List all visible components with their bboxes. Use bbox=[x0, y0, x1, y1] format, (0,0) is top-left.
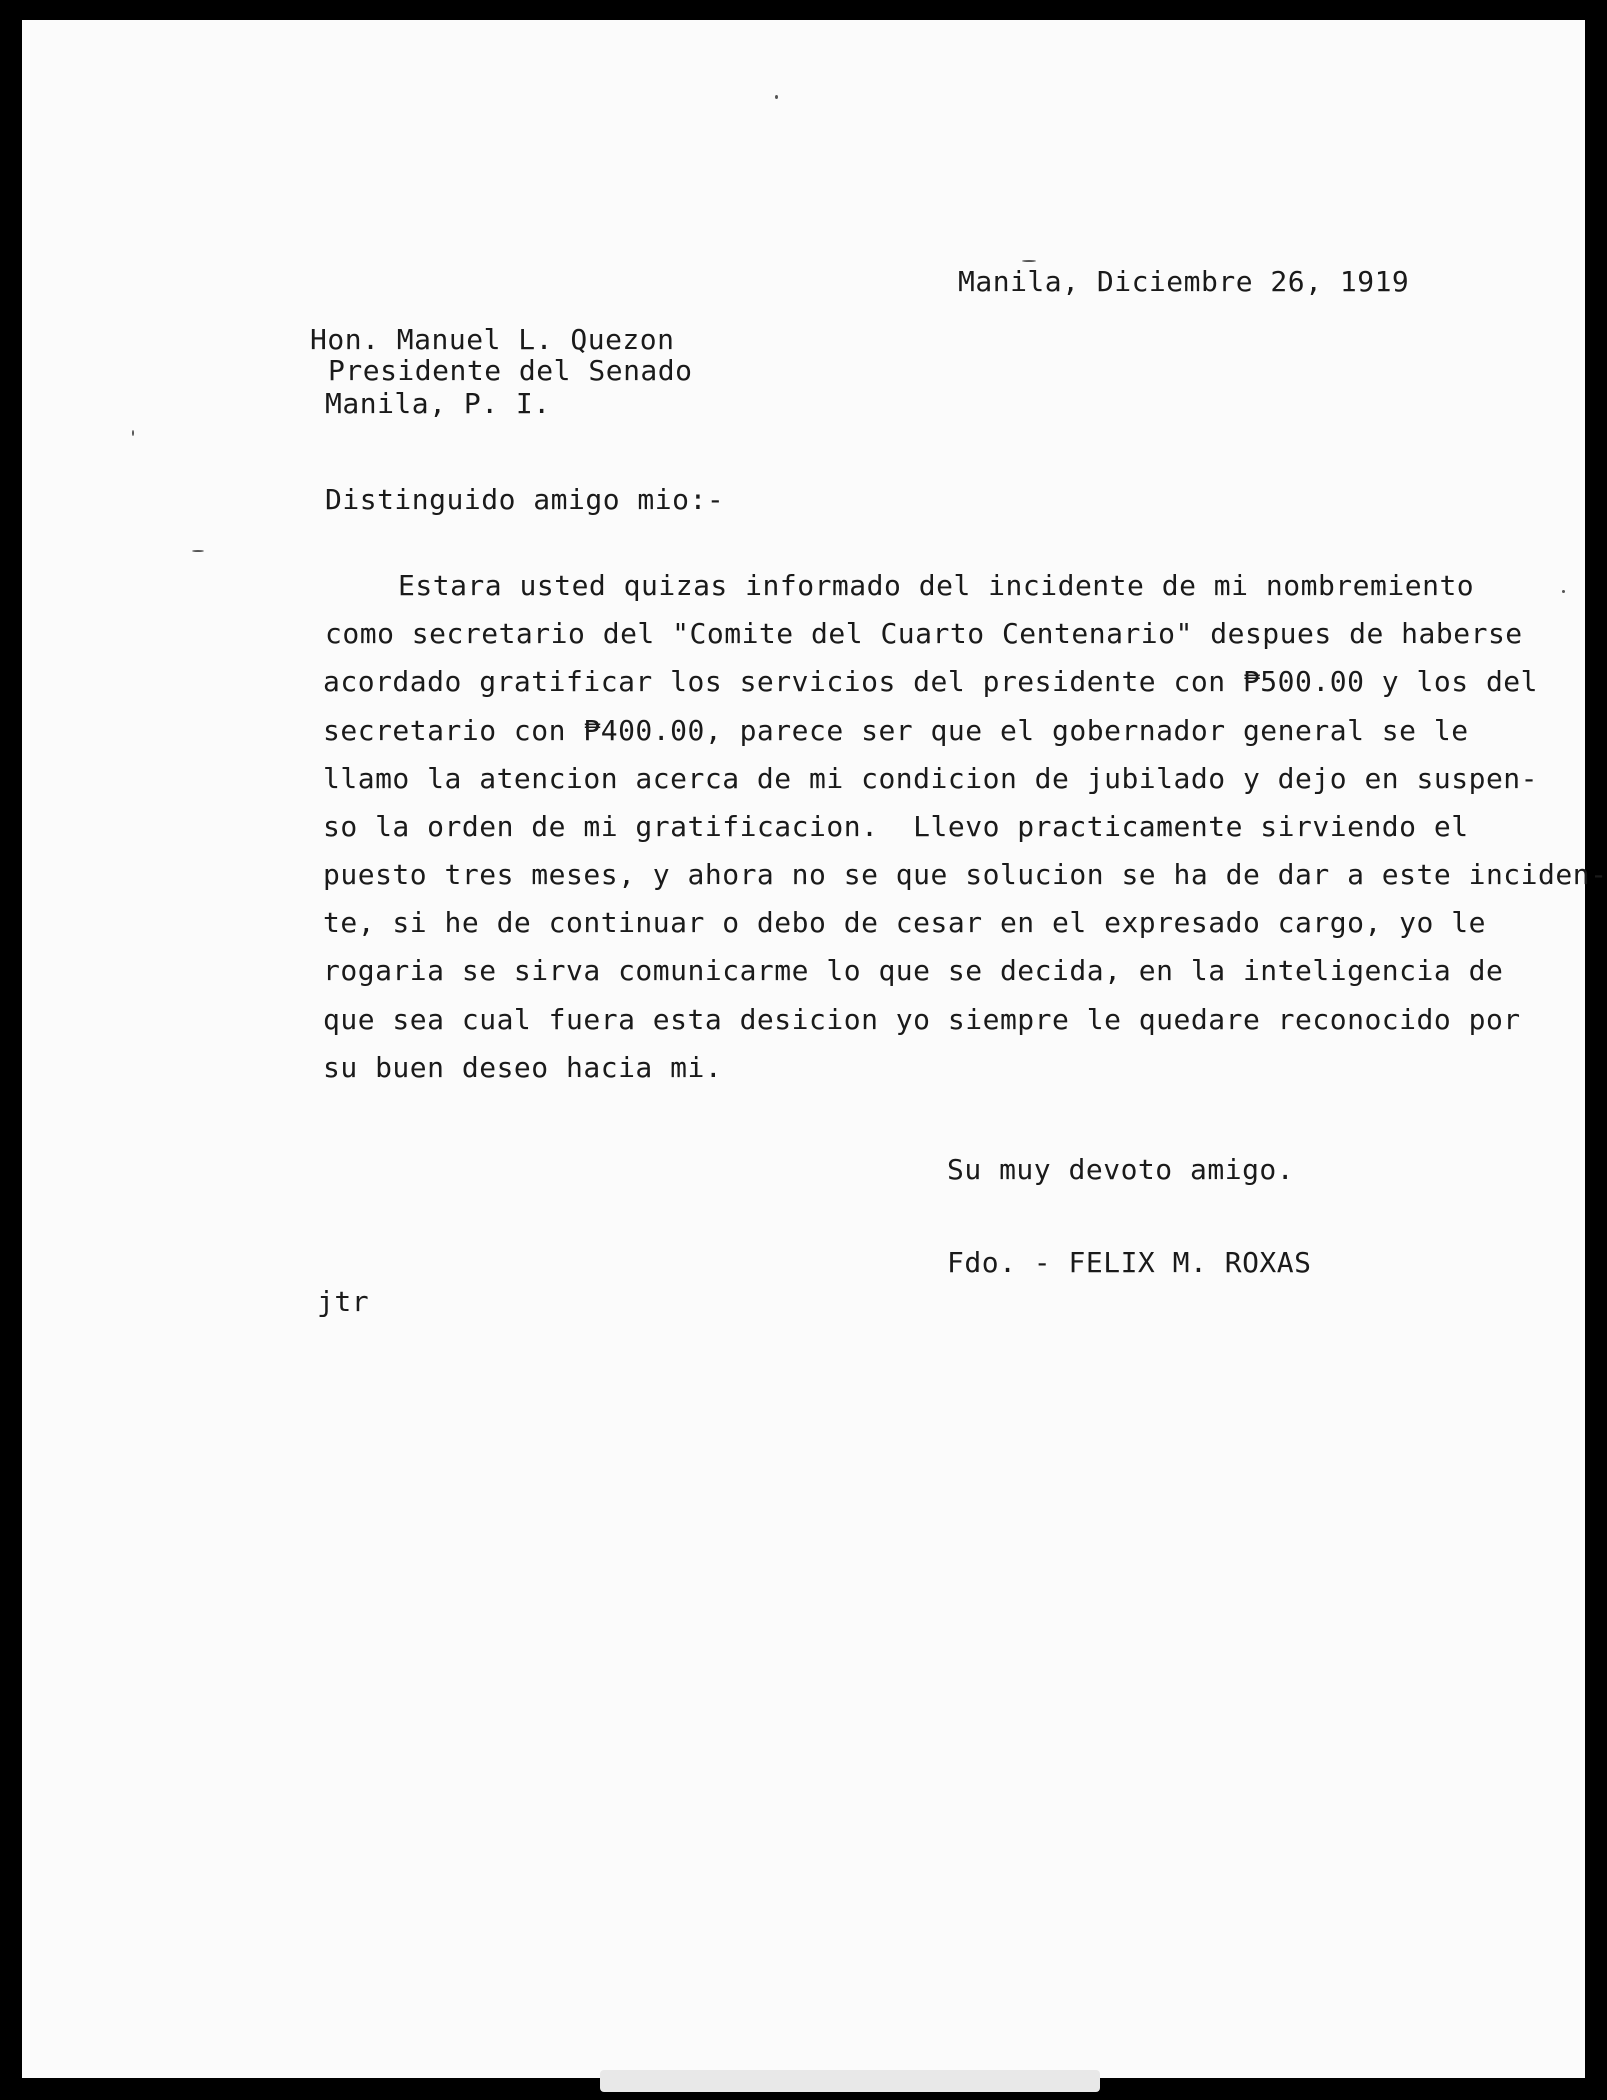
body-line: puesto tres meses, y ahora no se que solucion se ha de dar a este inciden- bbox=[323, 858, 1607, 891]
letter-date: Manila, Diciembre 26, 1919 bbox=[958, 265, 1410, 298]
body-line: Estara usted quizas informado del incidente de mi nombremiento bbox=[398, 569, 1475, 602]
body-line: rogaria se sirva comunicarme lo que se decida, en la inteligencia de bbox=[323, 954, 1504, 987]
closing: Su muy devoto amigo. bbox=[947, 1153, 1295, 1186]
body-line: acordado gratificar los servicios del presidente con ₱500.00 y los del bbox=[323, 665, 1539, 698]
recipient-name: Hon. Manuel L. Quezon bbox=[310, 323, 675, 356]
body-line: su buen deseo hacia mi. bbox=[323, 1051, 723, 1084]
body-line: como secretario del "Comite del Cuarto Centenario" despues de haberse bbox=[325, 617, 1523, 650]
body-line: que sea cual fuera esta desicion yo siempre le quedare reconocido por bbox=[323, 1003, 1521, 1036]
paper-speck bbox=[1562, 590, 1565, 593]
typist-initials: jtr bbox=[317, 1285, 370, 1318]
body-line: llamo la atencion acerca de mi condicion de jubilado y dejo en suspen- bbox=[323, 762, 1539, 795]
body-line: so la orden de mi gratificacion. Llevo practicamente sirviendo el bbox=[323, 810, 1469, 843]
paper-edge bbox=[600, 2070, 1100, 2092]
paper-speck bbox=[132, 430, 134, 436]
paper-speck bbox=[192, 550, 204, 552]
salutation: Distinguido amigo mio:- bbox=[325, 483, 725, 516]
signature: Fdo. - FELIX M. ROXAS bbox=[947, 1246, 1312, 1279]
body-line: secretario con ₱400.00, parece ser que el gobernador general se le bbox=[323, 714, 1469, 747]
paper-speck bbox=[1022, 260, 1036, 262]
body-line: te, si he de continuar o debo de cesar en el expresado cargo, yo le bbox=[323, 906, 1486, 939]
recipient-title: Presidente del Senado bbox=[328, 354, 693, 387]
paper-speck bbox=[775, 95, 778, 99]
letter-page bbox=[22, 20, 1585, 2078]
recipient-location: Manila, P. I. bbox=[325, 387, 551, 420]
